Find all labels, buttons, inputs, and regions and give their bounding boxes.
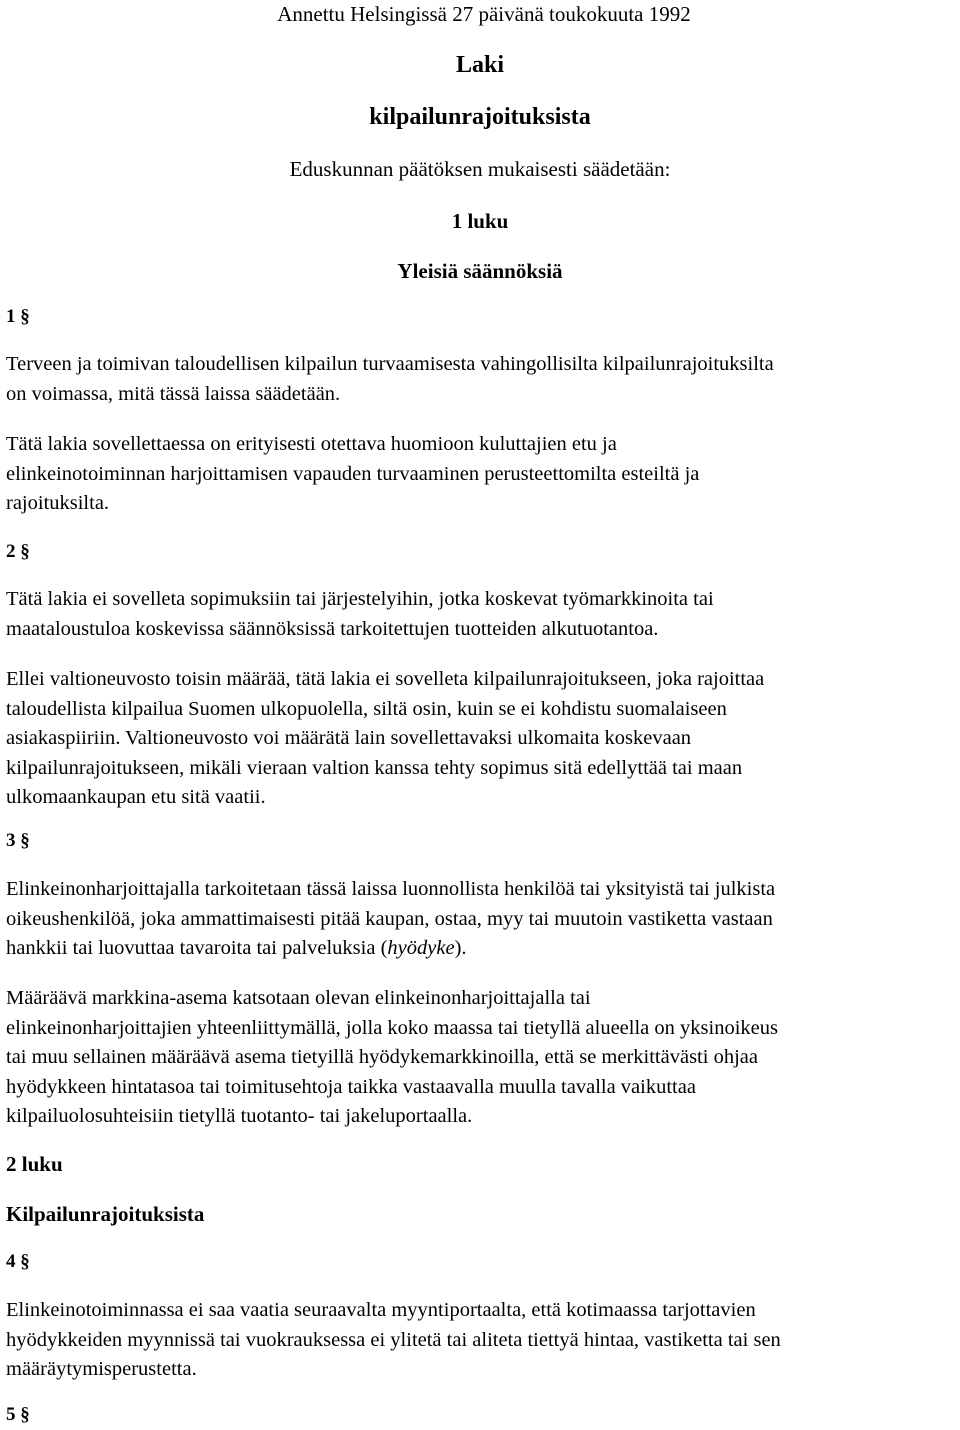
section-3-label: 3 § bbox=[6, 830, 30, 851]
chapter-1-number: 1 luku bbox=[451, 209, 509, 233]
chapter-1-title: Yleisiä säännöksiä bbox=[397, 259, 563, 283]
paragraph-line: taloudellista kilpailua Suomen ulkopuolella, siltä osin, kuin se ei kohdistu suomalaiseen bbox=[6, 697, 727, 720]
paragraph-line: kilpailunrajoitukseen, mikäli vieraan valtion kanssa tehty sopimus sitä edellyttää tai maan bbox=[6, 756, 743, 779]
chapter-2-title: Kilpailunrajoituksista bbox=[6, 1202, 205, 1226]
section-2-paragraph-1 bbox=[6, 585, 960, 644]
section-3-paragraph-1 bbox=[6, 875, 960, 964]
law-subtitle: kilpailunrajoituksista bbox=[369, 104, 591, 130]
paragraph-line: kilpailuolosuhteisiin tietyllä tuotanto- tai jakeluportaalla. bbox=[6, 1105, 473, 1127]
paragraph-line: hyödykkeen hintatasoa tai toimitusehtoja taikka vastaavalla muulla tavalla vaikuttaa bbox=[6, 1075, 696, 1098]
paragraph-line: elinkeinotoiminnan harjoittamisen vapauden turvaaminen perusteettomilta esteiltä ja bbox=[6, 462, 700, 485]
section-2-label: 2 § bbox=[6, 541, 30, 562]
paragraph-line: Terveen ja toimivan taloudellisen kilpailun turvaamisesta vahingollisilta kilpailunrajoituksilta bbox=[6, 353, 774, 375]
text-fragment: hankkii tai luovuttaa tavaroita tai palveluksia ( bbox=[6, 937, 388, 959]
paragraph-line: Määräävä markkina-asema katsotaan olevan elinkeinonharjoittajalla tai bbox=[6, 987, 591, 1009]
paragraph-line: on voimassa, mitä tässä laissa säädetään. bbox=[6, 382, 341, 405]
section-4-label: 4 § bbox=[6, 1251, 30, 1272]
paragraph-line: tai muu sellainen määräävä asema tietyillä hyödykemarkkinoilla, että se merkittävästi ohjaa bbox=[6, 1046, 758, 1068]
paragraph-line: Elinkeinotoiminnassa ei saa vaatia seuraavalta myyntiportaalta, että kotimaassa tarjottavien bbox=[6, 1299, 756, 1321]
text-fragment: ). bbox=[454, 937, 467, 959]
section-3-paragraph-2 bbox=[6, 984, 960, 1132]
date-line: Annettu Helsingissä 27 päivänä toukokuuta 1992 bbox=[277, 2, 691, 26]
paragraph-line: Tätä lakia sovellettaessa on erityisesti otettava huomioon kuluttajien etu ja bbox=[6, 433, 617, 455]
paragraph-line: rajoituksilta. bbox=[6, 492, 110, 514]
paragraph-line: Elinkeinonharjoittajalla tarkoitetaan tässä laissa luonnollista henkilöä tai yksityistä tai julkista bbox=[6, 878, 776, 900]
section-1-label: 1 § bbox=[6, 306, 30, 327]
law-title: Laki bbox=[455, 52, 505, 78]
section-1-paragraph-2 bbox=[6, 430, 960, 519]
section-2-paragraph-2 bbox=[6, 665, 960, 813]
section-5-label: 5 § bbox=[6, 1404, 30, 1425]
chapter-2-number: 2 luku bbox=[6, 1152, 63, 1176]
paragraph-line: oikeushenkilöä, joka ammattimaisesti pitää kaupan, ostaa, myy tai muutoin vastiketta vastaan bbox=[6, 907, 773, 930]
paragraph-line: elinkeinonharjoittajien yhteenliittymällä, jolla koko maassa tai tietyllä alueella on yksinoikeus bbox=[6, 1016, 778, 1039]
section-1-paragraph-1 bbox=[6, 350, 960, 409]
paragraph-line: asiakaspiiriin. Valtioneuvosto voi määrätä lain sovellettavaksi ulkomaita koskevaan bbox=[6, 727, 692, 749]
paragraph-line: Ellei valtioneuvosto toisin määrää, tätä lakia ei sovelleta kilpailunrajoitukseen, joka rajoittaa bbox=[6, 668, 765, 690]
paragraph-line: määräytymisperustetta. bbox=[6, 1358, 197, 1380]
paragraph-line: Tätä lakia ei sovelleta sopimuksiin tai järjestelyihin, jotka koskevat työmarkkinoita tai bbox=[6, 588, 714, 610]
paragraph-line: hyödykkeiden myynnissä tai vuokrauksessa ei ylitetä tai aliteta tiettyä hintaa, vastiketta tai sen bbox=[6, 1328, 781, 1351]
paragraph-line-with-term bbox=[6, 934, 960, 964]
section-4-paragraph-1 bbox=[6, 1296, 960, 1385]
paragraph-line: maataloustuloa koskevissa säännöksissä tarkoitettujen tuotteiden alkutuotantoa. bbox=[6, 617, 659, 640]
defined-term: hyödyke bbox=[387, 937, 455, 959]
paragraph-line: ulkomaankaupan etu sitä vaatii. bbox=[6, 786, 266, 808]
enactment-clause: Eduskunnan päätöksen mukaisesti säädetään: bbox=[289, 157, 671, 181]
